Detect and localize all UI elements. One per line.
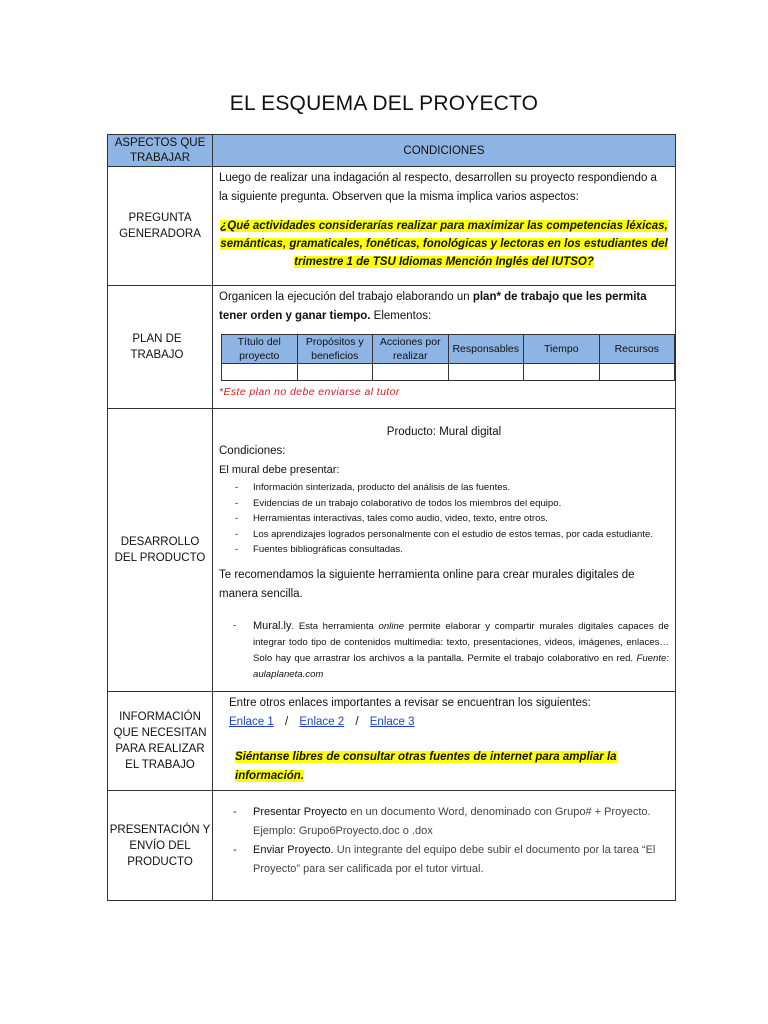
label-pregunta: PREGUNTA GENERADORA bbox=[108, 167, 213, 286]
must-present: El mural debe presentar: bbox=[219, 464, 340, 476]
plan-col-acciones: Acciones por realizar bbox=[373, 335, 449, 364]
plan-intro-c: Elementos: bbox=[370, 310, 432, 322]
pregunta-intro: Luego de realizar una indagación al respecto, desarrollen su proyecto respondiendo a la siguiente pregunta. Observen que la misma implica varios aspectos: bbox=[219, 172, 657, 203]
plan-elements-table bbox=[221, 334, 675, 381]
cell-desarrollo bbox=[213, 409, 676, 692]
cell-pregunta bbox=[213, 167, 676, 286]
label-presentacion: PRESENTACIÓN Y ENVÍO DEL PRODUCTO bbox=[108, 791, 213, 901]
row-pregunta bbox=[108, 167, 676, 286]
mural-name: Mural.ly bbox=[253, 619, 292, 632]
product-name: Producto: Mural digital bbox=[386, 426, 502, 438]
conditions-list bbox=[219, 480, 669, 558]
row-presentacion bbox=[108, 791, 676, 901]
mural-source: Fuente: aulaplaneta.com bbox=[253, 652, 669, 680]
header-row bbox=[108, 135, 676, 167]
plan-note: *Este plan no debe enviarse al tutor bbox=[219, 386, 400, 398]
header-aspects: ASPECTOS QUE TRABAJAR bbox=[108, 135, 213, 167]
plan-intro-b: plan* de trabajo que les permita tener orden y ganar tiempo. bbox=[219, 291, 647, 322]
label-desarrollo: DESARROLLO DEL PRODUCTO bbox=[108, 409, 213, 692]
project-scheme-table bbox=[107, 134, 676, 901]
row-info bbox=[108, 692, 676, 791]
row-desarrollo bbox=[108, 409, 676, 692]
cell-info: Entre otros enlaces importantes a revisar se encuentran los siguientes: Enlace 1 / Enlace 2 / Enlace 3 Siéntanse libres de consultar otras fuentes de internet para ampliar la información. bbox=[213, 692, 676, 791]
plan-col-recursos: Recursos bbox=[599, 335, 675, 364]
list-item: - Enviar Proyecto. Un integrante del equipo debe subir el documento por la tarea “El Proyecto” para ser calificada por el tutor virtual. bbox=[219, 841, 669, 879]
plan-col-propositos: Propósitos y beneficios bbox=[297, 335, 373, 364]
link-enlace-3[interactable]: Enlace 3 bbox=[369, 716, 415, 728]
conditions-label: Condiciones: bbox=[219, 445, 286, 457]
link-enlace-2[interactable]: Enlace 2 bbox=[299, 716, 345, 728]
row-plan bbox=[108, 286, 676, 409]
header-conditions: CONDICIONES bbox=[213, 135, 676, 167]
link-enlace-1[interactable]: Enlace 1 bbox=[229, 716, 274, 728]
list-item: - Presentar Proyecto en un documento Word, denominado con Grupo# + Proyecto. Ejemplo: Grupo6Proyecto.doc o .dox bbox=[219, 803, 669, 841]
plan-empty-row bbox=[222, 364, 675, 381]
page-title: EL ESQUEMA DEL PROYECTO bbox=[229, 92, 539, 115]
plan-col-titulo: Título del proyecto bbox=[222, 335, 298, 364]
cell-plan bbox=[213, 286, 676, 409]
list-item: - Fuentes bibliográficas consultadas. bbox=[235, 542, 669, 558]
cell-presentacion bbox=[213, 791, 676, 901]
label-info: INFORMACIÓN QUE NECESITAN PARA REALIZAR EL TRABAJO bbox=[108, 692, 213, 791]
list-item: - Evidencias de un trabajo colaborativo de todos los miembros del equipo. bbox=[235, 496, 669, 512]
recommend-text: Te recomendamos la siguiente herramienta online para crear murales digitales de manera sencilla. bbox=[219, 568, 635, 600]
info-note: Siéntanse libres de consultar otras fuentes de internet para ampliar la información. bbox=[235, 751, 617, 782]
list-item: - Información sinterizada, producto del análisis de las fuentes. bbox=[235, 480, 669, 496]
mural-description: - Mural.ly. Esta herramienta online permite elaborar y compartir murales digitales capaces de integrar todo tipo de contenidos multimedia: texto, presentaciones, videos, imágenes, enlaces… Solo hay que arrastrar los archivos a la pantalla. Permite el trabajo colaborativo en red. Fuente: aulaplaneta.com bbox=[219, 618, 669, 683]
list-item: - Herramientas interactivas, tales como audio, video, texto, entre otros. bbox=[235, 511, 669, 527]
plan-intro-a: Organicen la ejecución del trabajo elaborando un bbox=[219, 291, 473, 303]
info-intro: Entre otros enlaces importantes a revisar se encuentran los siguientes: bbox=[229, 697, 591, 709]
pregunta-question: ¿Qué actividades considerarías realizar para maximizar las competencias léxicas, semánticas, gramaticales, fonéticas, fonológicas y lectoras en los estudiantes del trimestre 1 de TSU Idiomas Mención Inglés del IUTSO? bbox=[220, 220, 668, 268]
label-plan: PLAN DE TRABAJO bbox=[108, 286, 213, 409]
plan-col-tiempo: Tiempo bbox=[524, 335, 600, 364]
list-item: - Los aprendizajes logrados personalmente con el estudio de estos temas, por cada estudiante. bbox=[235, 527, 669, 543]
plan-col-responsables: Responsables bbox=[448, 335, 524, 364]
